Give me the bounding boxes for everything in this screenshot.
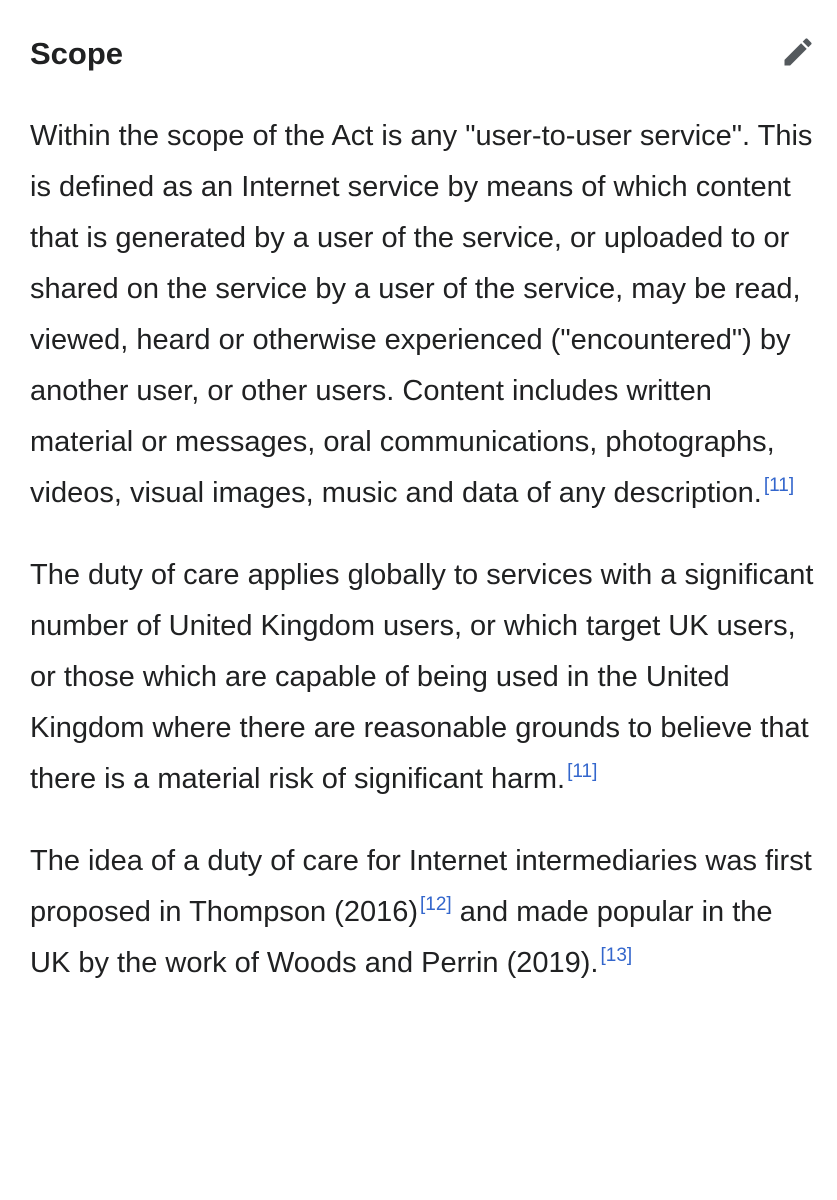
paragraph-text: The duty of care applies globally to services with a significant number of United Kingdom users, or which target UK users, or those which are capable of being used in the United Kingdom where there are reasonable grounds to believe that there is a material risk of significant harm. <box>30 559 814 795</box>
paragraph-duty-of-care <box>30 550 820 805</box>
section-title: Scope <box>30 36 124 71</box>
citation-link[interactable]: [13] <box>600 945 633 966</box>
paragraph-text: The idea of a duty of care for Internet intermediaries was first proposed in Thompson (2016) <box>30 845 812 928</box>
edit-section-button[interactable] <box>776 30 820 74</box>
citation-link[interactable]: [12] <box>420 894 452 915</box>
paragraph-text: Within the scope of the Act is any "user-to-user service". This is defined as an Internet service by means of which content that is generated by a user of the service, or uploaded to or shared on the service by a user of the service, may be read, viewed, heard or otherwise experienced ("encountered") by another user, or other users. Content includes written material or messages, oral communications, photographs, videos, visual images, music and data of any description. <box>30 120 813 509</box>
section-content <box>30 111 820 1020</box>
paragraph-user-to-user-service <box>30 111 820 519</box>
section-header <box>30 26 820 82</box>
citation-link[interactable]: [11] <box>763 475 795 496</box>
paragraph-history <box>30 836 820 989</box>
paragraph-text: and made popular in the UK by the work of Woods and Perrin (2019). <box>30 896 773 979</box>
citation-link[interactable]: [11] <box>567 761 598 782</box>
pencil-icon <box>780 34 816 70</box>
